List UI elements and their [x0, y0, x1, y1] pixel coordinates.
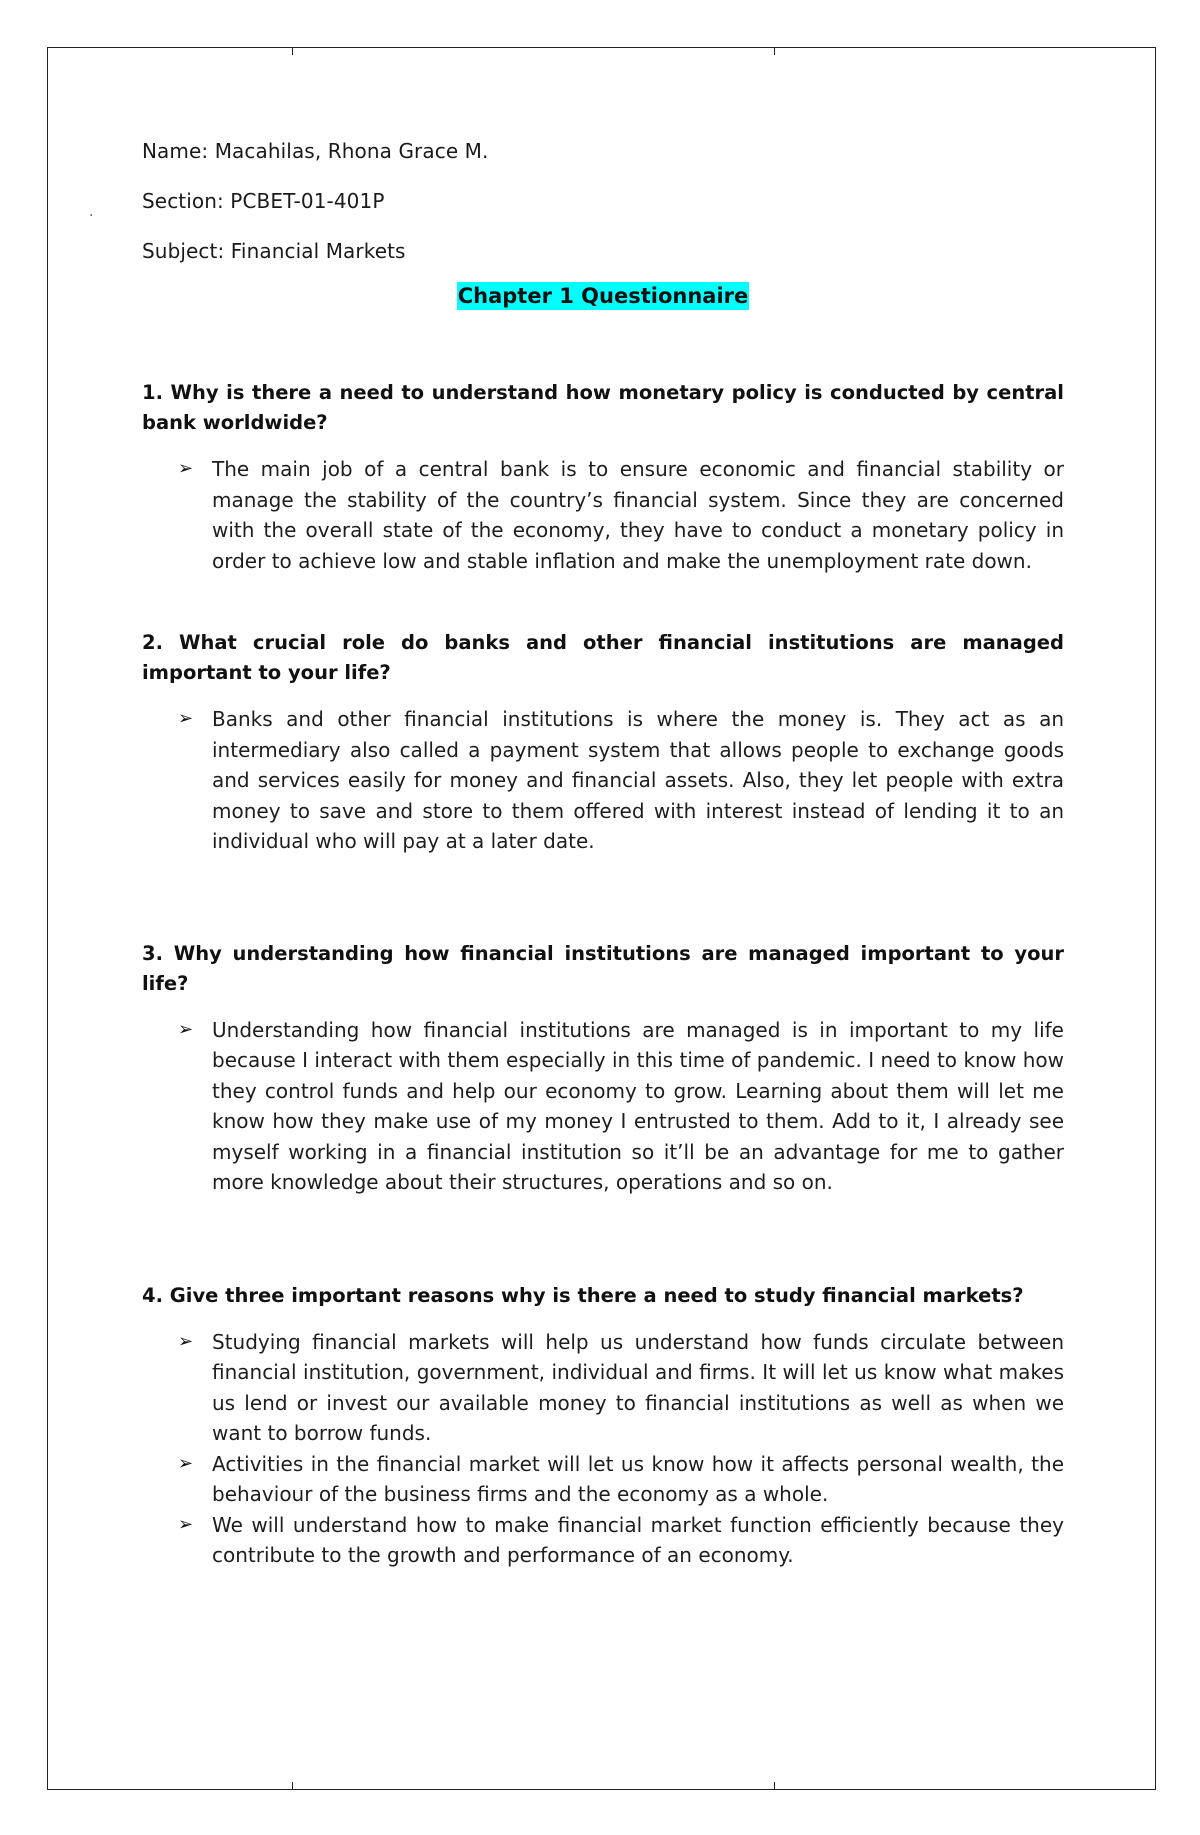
- page-border-tick: [292, 1782, 293, 1790]
- arrow-bullet-icon: ➢: [178, 458, 194, 479]
- question-block-3: [142, 939, 1064, 1198]
- question-2: 2. What crucial role do banks and other financial institutions are managed important to your life?: [142, 631, 1064, 684]
- arrow-bullet-icon: ➢: [178, 1330, 194, 1352]
- page-border-tick: [774, 1782, 775, 1790]
- answer-text: We will understand how to make financial market function efficiently because they contribute to the growth and performance of an economy.: [212, 1512, 1064, 1567]
- question-block-4: [142, 1281, 1064, 1571]
- answer-text: Understanding how financial institutions are managed is in important to my life because I interact with them especially in this time of pandemic. I need to know how they control funds and help our economy to grow. Learning about them will let me know how they make use of my money I entrusted to them. Add to it, I already see myself working in a financial institution so it’ll be an advantage for me to gather more knowledge about their structures, operations and so on.: [212, 1017, 1064, 1194]
- answer-text: Activities in the financial market will let us know how it affects personal wealth, the behaviour of the business firms and the economy as a whole.: [212, 1451, 1064, 1506]
- student-name: Name: Macahilas, Rhona Grace M.: [142, 139, 489, 163]
- answer-item: [142, 1510, 1064, 1571]
- stray-mark: .: [89, 204, 94, 220]
- question-4: 4. Give three important reasons why is there a need to study financial markets?: [142, 1283, 1024, 1307]
- document-body: [142, 138, 1064, 1571]
- question-1: 1. Why is there a need to understand how monetary policy is conducted by central bank worldwide?: [142, 381, 1064, 434]
- answer-list-4: [142, 1327, 1064, 1571]
- answer-item: [142, 1449, 1064, 1510]
- title-wrapper: [142, 282, 1064, 316]
- page-border-tick: [292, 47, 293, 55]
- arrow-bullet-icon: ➢: [178, 708, 194, 729]
- answer-item: [142, 704, 1064, 857]
- arrow-bullet-icon: ➢: [178, 1452, 194, 1474]
- subject-line: Subject: Financial Markets: [142, 239, 406, 263]
- answer-list-2: [142, 704, 1064, 857]
- question-block-1: [142, 378, 1064, 576]
- answer-list-3: [142, 1015, 1064, 1198]
- answer-text: Studying financial markets will help us understand how funds circulate between financial institution, government, individual and firms. It will let us know what makes us lend or invest our available money to financial institutions as well as when we want to borrow funds.: [212, 1329, 1064, 1445]
- answer-item: [142, 1327, 1064, 1449]
- arrow-bullet-icon: ➢: [178, 1018, 194, 1040]
- page-border-tick: [774, 47, 775, 55]
- answer-item: [142, 454, 1064, 576]
- answer-text: Banks and other financial institutions is where the money is. They act as an intermediary also called a payment system that allows people to exchange goods and services easily for money and financial assets. Also, they let people with extra money to save and store to them offered with interest instead of lending it to an individual who will pay at a later date.: [212, 707, 1064, 853]
- arrow-bullet-icon: ➢: [178, 1513, 194, 1535]
- question-block-2: [142, 628, 1064, 857]
- section-line: Section: PCBET-01-401P: [142, 189, 385, 213]
- answer-item: [142, 1015, 1064, 1198]
- answer-list-1: [142, 454, 1064, 576]
- page-title: Chapter 1 Questionnaire: [457, 284, 749, 308]
- answer-text: The main job of a central bank is to ensure economic and financial stability or manage the stability of the country’s financial system. Since they are concerned with the overall state of the economy, they have to conduct a monetary policy in order to achieve low and stable inflation and make the unemployment rate down.: [212, 457, 1064, 573]
- question-3: 3. Why understanding how financial institutions are managed important to your life?: [142, 941, 1064, 995]
